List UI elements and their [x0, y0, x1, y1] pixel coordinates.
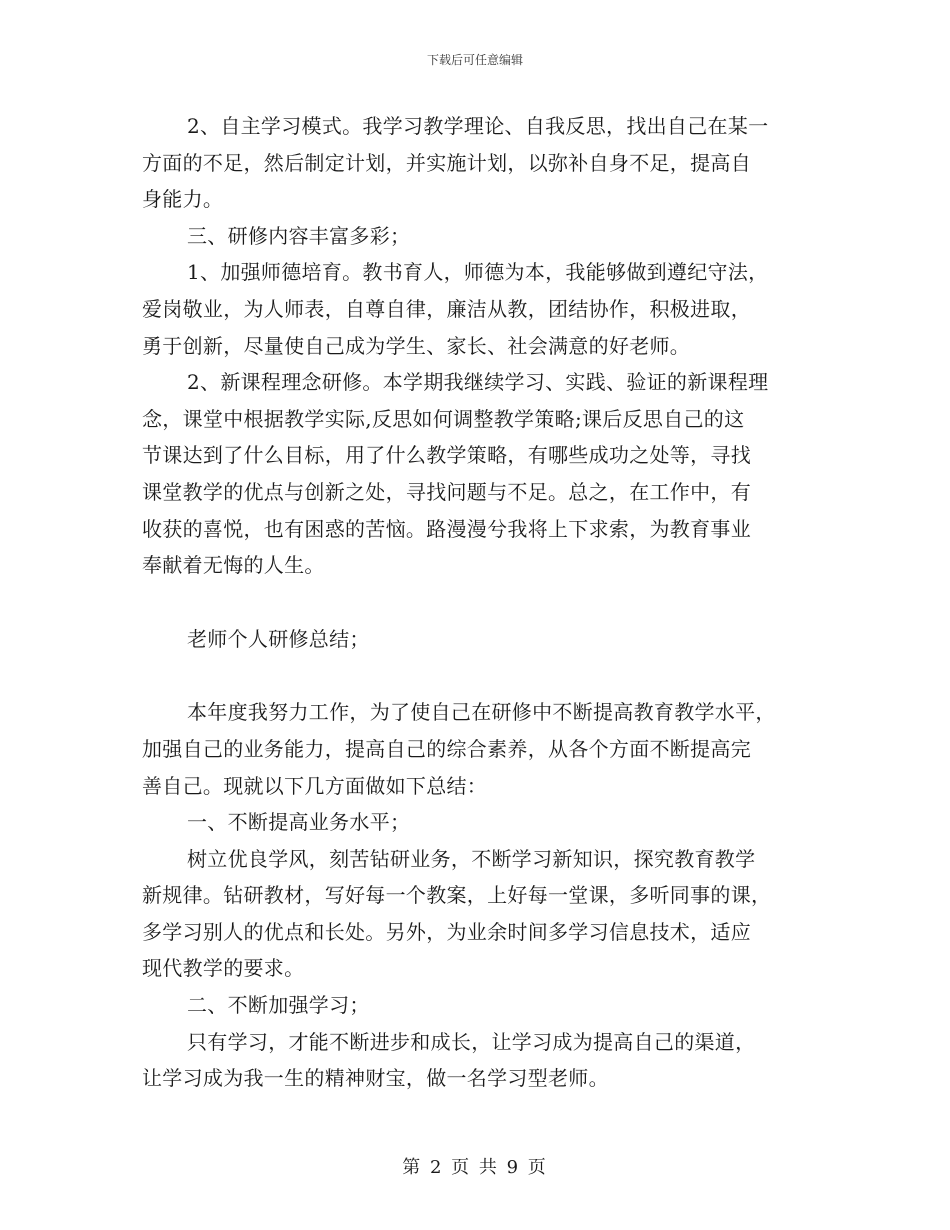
paragraph-line: 身能力。	[142, 187, 224, 212]
paragraph-line: 奉献着无悔的人生。	[142, 553, 325, 578]
paragraph-line: 2、自主学习模式。我学习教学理论、自我反思，找出自己在某一	[187, 114, 769, 138]
paragraph-line: 加强自己的业务能力，提高自己的综合素养，从各个方面不断提高完	[142, 736, 751, 761]
paragraph-line: 课堂教学的优点与创新之处，寻找问题与不足。总之，在工作中，有	[142, 479, 751, 504]
paragraph-line: 2、新课程理念研修。本学期我继续学习、实践、验证的新课程理	[187, 370, 769, 395]
paragraph-line: 念，课堂中根据教学实际,反思如何调整教学策略;课后反思自己的这	[142, 406, 745, 431]
paragraph-line: 多学习别人的优点和长处。另外，为业余时间多学习信息技术，适应	[142, 919, 751, 944]
blank-line	[142, 657, 810, 694]
paragraph-line: 收获的喜悦，也有困惑的苦恼。路漫漫兮我将上下求索，为教育事业	[142, 516, 751, 541]
paragraph-line: 现代教学的要求。	[142, 956, 305, 981]
paragraph-line: 1、加强师德培育。教书育人，师德为本，我能够做到遵纪守法，	[187, 260, 769, 285]
blank-line	[142, 584, 810, 621]
paragraph-line: 让学习成为我一生的精神财宝，做一名学习型老师。	[142, 1066, 609, 1091]
page-header: 下载后可任意编辑	[426, 53, 523, 67]
document-body	[142, 108, 810, 1097]
paragraph-line: 善自己。现就以下几方面做如下总结：	[142, 773, 488, 798]
document-title: 老师个人研修总结；	[187, 626, 370, 651]
page-number: 第 2 页 共 9 页	[402, 1157, 548, 1178]
section-heading: 三、研修内容丰富多彩；	[187, 223, 411, 248]
paragraph-line: 本年度我努力工作，为了使自己在研修中不断提高教育教学水平，	[187, 700, 776, 725]
paragraph-line: 树立优良学风，刻苦钻研业务，不断学习新知识，探究教育教学	[187, 846, 756, 871]
paragraph-line: 新规律。钻研教材，写好每一个教案，上好每一堂课，多听同事的课，	[142, 883, 772, 908]
paragraph-line: 节课达到了什么目标，用了什么教学策略，有哪些成功之处等，寻找	[142, 443, 751, 468]
paragraph-line: 爱岗敬业，为人师表，自尊自律，廉洁从教，团结协作，积极进取，	[142, 296, 751, 321]
paragraph-line: 方面的不足，然后制定计划，并实施计划，以弥补自身不足，提高自	[142, 150, 751, 175]
paragraph-line: 勇于创新，尽量使自己成为学生、家长、社会满意的好老师。	[142, 333, 691, 358]
section-heading: 二、不断加强学习；	[187, 993, 370, 1018]
section-heading: 一、不断提高业务水平；	[187, 810, 411, 835]
paragraph-line: 只有学习，才能不断进步和成长，让学习成为提高自己的渠道，	[187, 1029, 756, 1054]
